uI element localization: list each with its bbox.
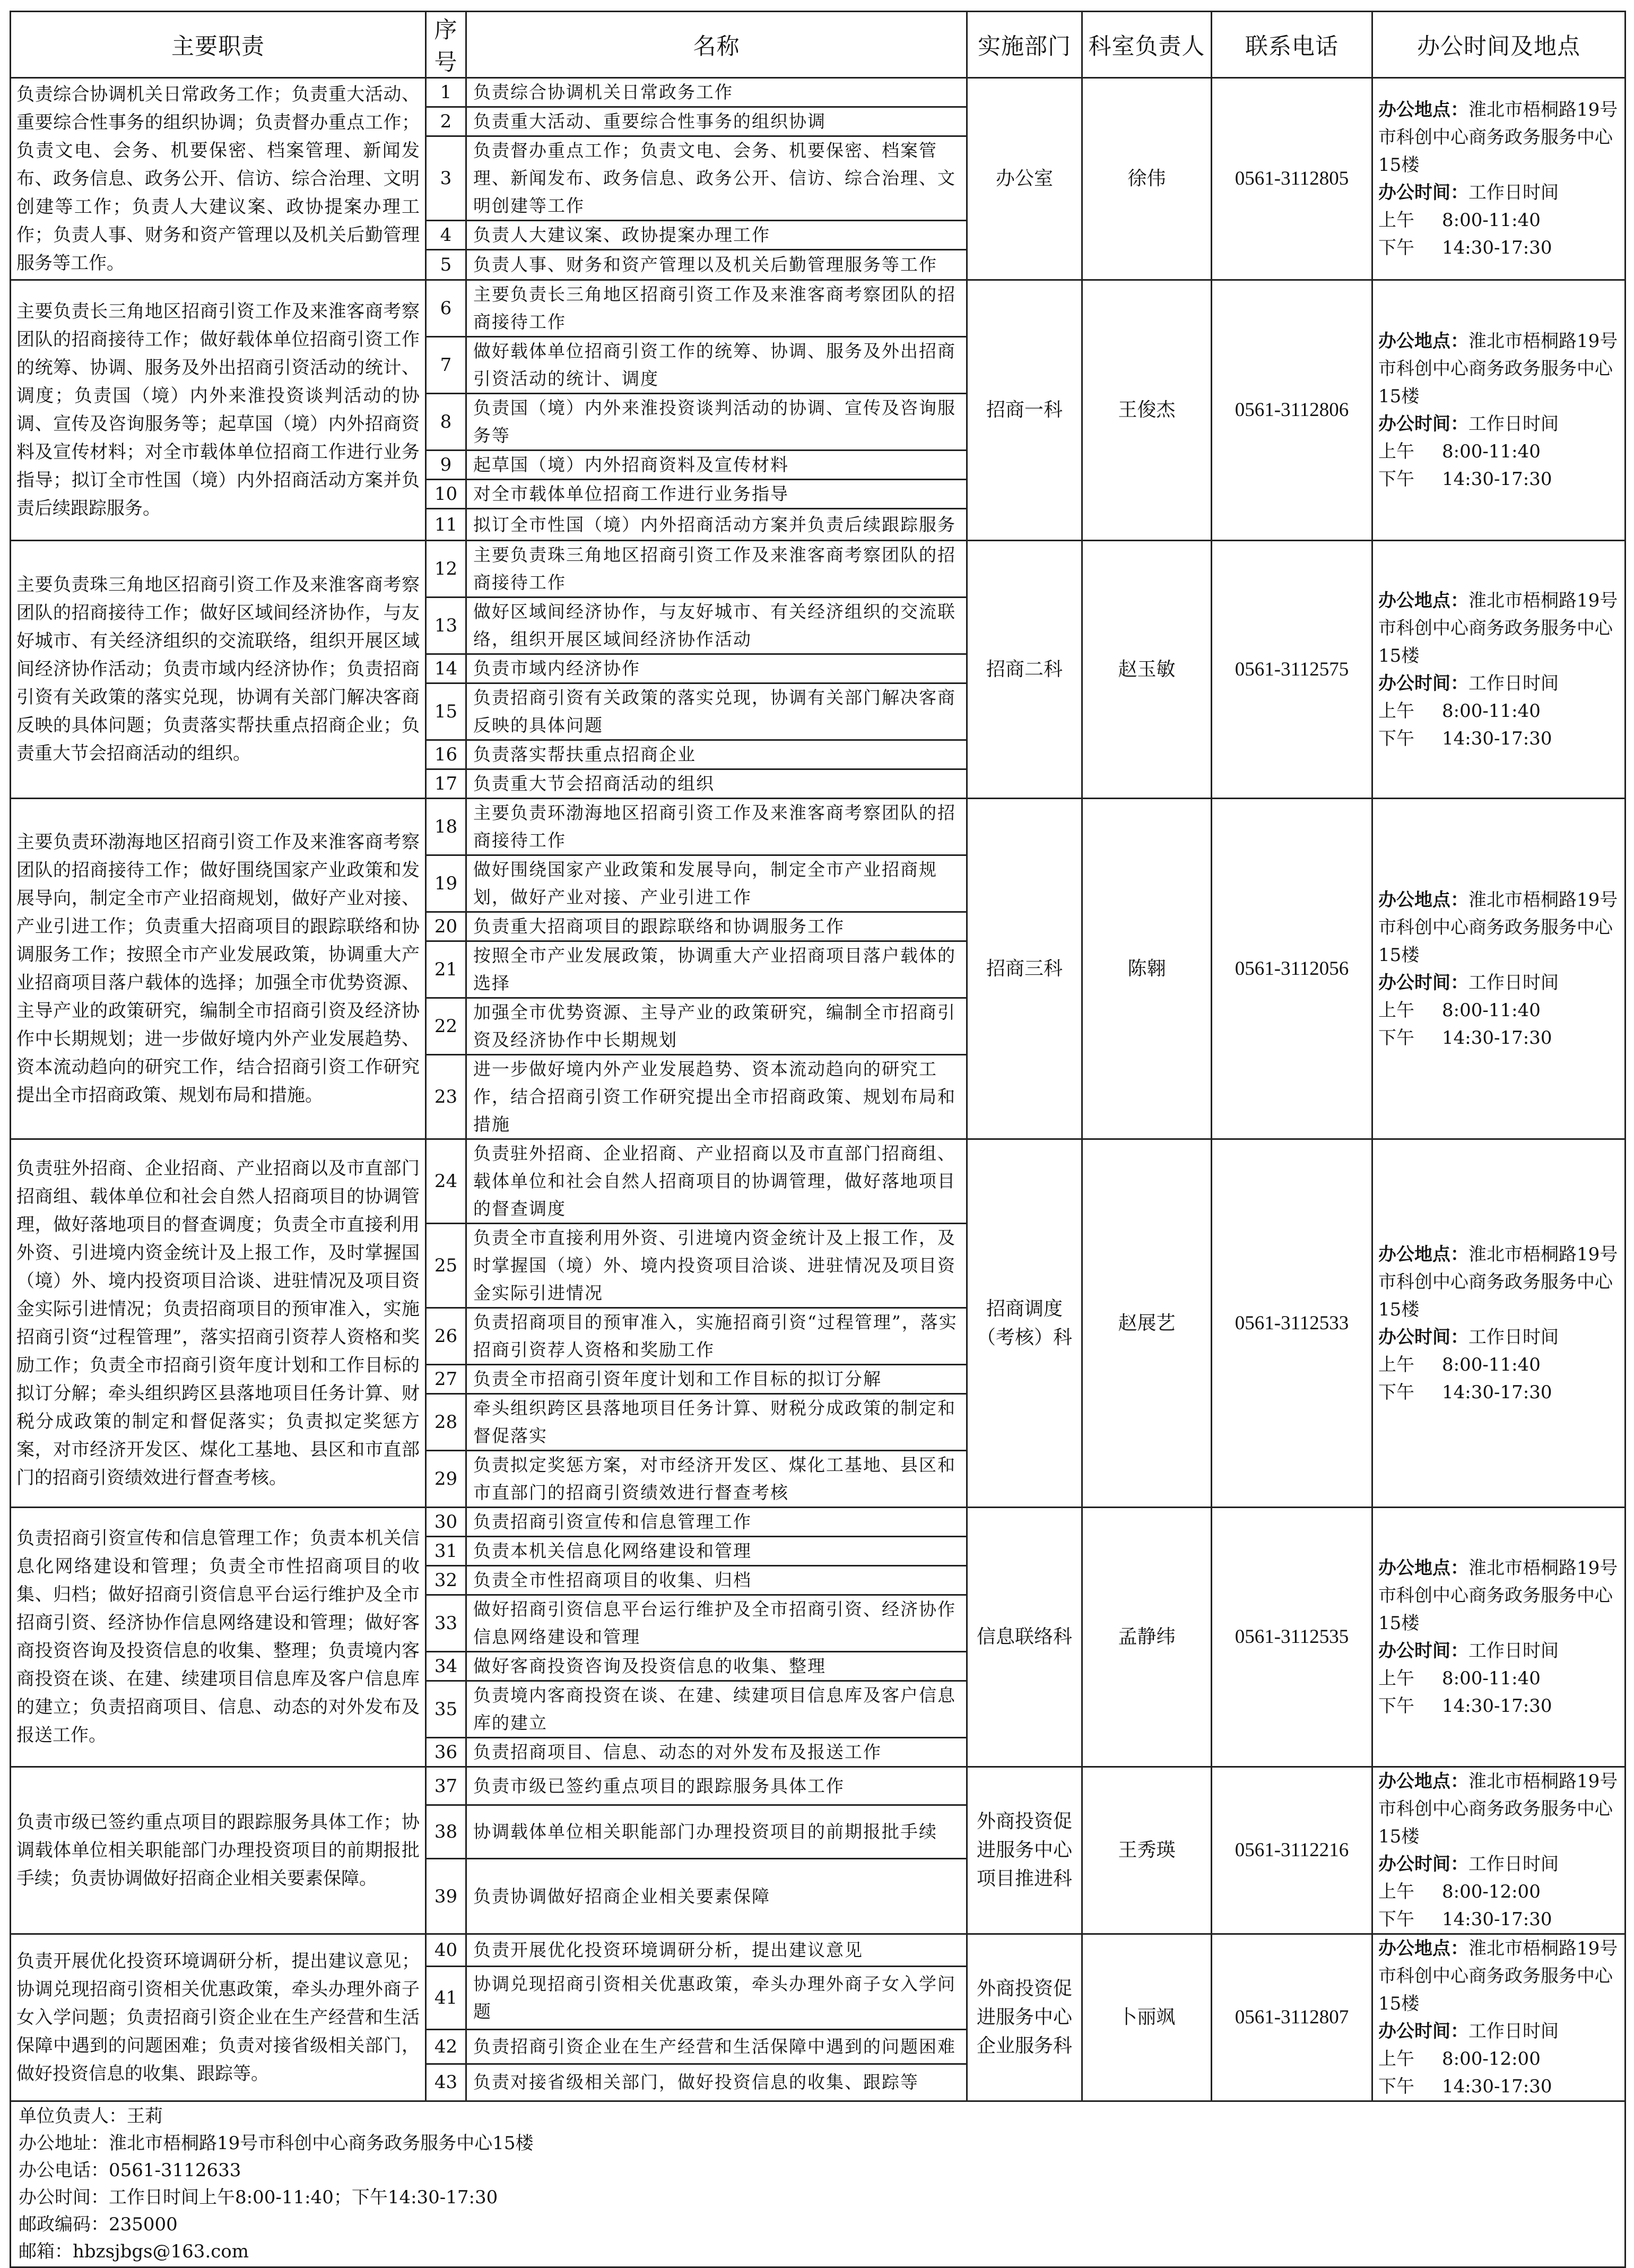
section-head: 孟静纬 — [1082, 1508, 1212, 1767]
office-time — [1378, 2018, 1620, 2045]
unit-email: 邮箱：hbzsjbgs@163.com — [19, 2241, 249, 2262]
task-name: 按照全市产业发展政策，协调重大产业招商项目落户载体的选择 — [466, 941, 967, 998]
header-name: 名称 — [466, 12, 967, 78]
task-number: 6 — [426, 280, 466, 337]
contact-phone: 0561-3112807 — [1212, 1934, 1372, 2101]
header-department: 实施部门 — [967, 12, 1082, 78]
task-number: 25 — [426, 1224, 466, 1308]
task-name: 负责本机关信息化网络建设和管理 — [466, 1537, 967, 1566]
unit-leader: 单位负责人：王莉 — [19, 2106, 163, 2127]
section-head: 赵展艺 — [1082, 1139, 1212, 1508]
task-name: 负责综合协调机关日常政务工作 — [466, 78, 967, 107]
task-number: 35 — [426, 1681, 466, 1738]
morning-label: 上午 — [1378, 441, 1414, 462]
contact-phone: 0561-3112805 — [1212, 78, 1372, 280]
office-place — [1378, 886, 1620, 969]
morning-hours: 8:00-11:40 — [1442, 1668, 1541, 1689]
afternoon-hours: 14:30-17:30 — [1442, 2076, 1552, 2097]
morning-label: 上午 — [1378, 999, 1414, 1021]
task-number: 18 — [426, 799, 466, 855]
office-place-label: 办公地点： — [1378, 331, 1468, 352]
task-name: 负责协调做好招商企业相关要素保障 — [466, 1859, 967, 1934]
task-number: 10 — [426, 480, 466, 509]
morning-hours: 8:00-11:40 — [1442, 210, 1541, 231]
section-head: 卜丽飒 — [1082, 1934, 1212, 2101]
table-row — [11, 1767, 1626, 1805]
department: 招商三科 — [967, 799, 1082, 1139]
office-place-label: 办公地点： — [1378, 1243, 1468, 1265]
office-time-value: 工作日时间 — [1468, 182, 1559, 203]
task-number: 22 — [426, 998, 466, 1055]
office-place — [1378, 96, 1620, 179]
office-time-value: 工作日时间 — [1468, 972, 1559, 993]
morning-hours: 8:00-12:00 — [1442, 1881, 1541, 1902]
office-afternoon — [1378, 234, 1620, 262]
task-name: 拟订全市性国（境）内外招商活动方案并负责后续跟踪服务 — [466, 509, 967, 541]
unit-phone: 办公电话：0561-3112633 — [19, 2160, 241, 2181]
task-name: 负责重大招商项目的跟踪联络和协调服务工作 — [466, 912, 967, 941]
office-place-label: 办公地点： — [1378, 1771, 1468, 1792]
office-place-label: 办公地点： — [1378, 99, 1468, 120]
office-time — [1378, 670, 1620, 697]
task-number: 27 — [426, 1365, 466, 1394]
task-name: 协调载体单位相关职能部门办理投资项目的前期报批手续 — [466, 1805, 967, 1859]
afternoon-hours: 14:30-17:30 — [1442, 469, 1552, 490]
office-time-label: 办公时间： — [1378, 1326, 1468, 1348]
task-name: 负责国（境）内外来淮投资谈判活动的协调、宣传及咨询服务等 — [466, 394, 967, 451]
morning-label: 上午 — [1378, 2048, 1414, 2070]
morning-hours: 8:00-11:40 — [1442, 700, 1541, 722]
task-name: 主要负责长三角地区招商引资工作及来淮客商考察团队的招商接待工作 — [466, 280, 967, 337]
task-name: 负责招商项目、信息、动态的对外发布及报送工作 — [466, 1738, 967, 1767]
office-time-value: 工作日时间 — [1468, 413, 1559, 435]
office-place — [1378, 1768, 1620, 1850]
task-name: 牵头组织跨区县落地项目任务计算、财税分成政策的制定和督促落实 — [466, 1394, 967, 1451]
duty-description: 主要负责长三角地区招商引资工作及来淮客商考察团队的招商接待工作；做好载体单位招商引资工作的统筹、协调、服务及外出招商引资活动的统计、调度；负责国（境）内外来淮投资谈判活动的协调、宣传及咨询服务等；起草国（境）内外招商资料及宣传材料；对全市载体单位招商工作进行业务指导；拟订全市性国（境）内外招商活动方案并负责后续跟踪服务。 — [11, 280, 426, 541]
task-name: 负责全市招商引资年度计划和工作目标的拟订分解 — [466, 1365, 967, 1394]
task-number: 28 — [426, 1394, 466, 1451]
task-number: 26 — [426, 1308, 466, 1365]
office-morning — [1378, 997, 1620, 1024]
section-head: 王秀瑛 — [1082, 1767, 1212, 1934]
office-morning — [1378, 438, 1620, 465]
task-name: 主要负责珠三角地区招商引资工作及来淮客商考察团队的招商接待工作 — [466, 541, 967, 598]
task-number: 15 — [426, 683, 466, 740]
task-number: 2 — [426, 107, 466, 136]
table-row — [11, 1139, 1626, 1224]
unit-address: 办公地址：淮北市梧桐路19号市科创中心商务政务服务中心15楼 — [19, 2133, 534, 2154]
task-number: 33 — [426, 1595, 466, 1652]
office-morning — [1378, 2045, 1620, 2073]
task-number: 9 — [426, 451, 466, 480]
task-name: 负责市级已签约重点项目的跟踪服务具体工作 — [466, 1767, 967, 1805]
department: 招商调度（考核）科 — [967, 1139, 1082, 1508]
afternoon-label: 下午 — [1378, 1909, 1414, 1930]
task-number: 16 — [426, 740, 466, 769]
morning-hours: 8:00-11:40 — [1442, 999, 1541, 1021]
task-number: 21 — [426, 941, 466, 998]
table-row — [11, 541, 1626, 598]
task-number: 8 — [426, 394, 466, 451]
department: 信息联络科 — [967, 1508, 1082, 1767]
task-number: 34 — [426, 1652, 466, 1681]
office-place — [1378, 587, 1620, 670]
task-name: 协调兑现招商引资相关优惠政策，牵头办理外商子女入学问题 — [466, 1967, 967, 2030]
afternoon-label: 下午 — [1378, 469, 1414, 490]
office-afternoon — [1378, 1379, 1620, 1406]
task-number: 41 — [426, 1967, 466, 2030]
task-name: 做好围绕国家产业政策和发展导向，制定全市产业招商规划，做好产业对接、产业引进工作 — [466, 855, 967, 912]
office-place-label: 办公地点： — [1378, 1938, 1468, 1959]
task-name: 负责对接省级相关部门，做好投资信息的收集、跟踪等 — [466, 2064, 967, 2101]
task-name: 负责全市性招商项目的收集、归档 — [466, 1566, 967, 1595]
morning-hours: 8:00-11:40 — [1442, 1354, 1541, 1375]
department: 外商投资促进服务中心企业服务科 — [967, 1934, 1082, 2101]
task-name: 负责招商引资企业在生产经营和生活保障中遇到的问题困难 — [466, 2030, 967, 2064]
office-place-value: 淮北市梧桐路19号市科创中心商务政务服务中心15楼 — [1378, 1938, 1618, 2014]
office-time-label: 办公时间： — [1378, 413, 1468, 435]
header-section-head: 科室负责人 — [1082, 12, 1212, 78]
afternoon-label: 下午 — [1378, 1695, 1414, 1717]
task-name: 负责重大节会招商活动的组织 — [466, 769, 967, 799]
task-name: 负责重大活动、重要综合性事务的组织协调 — [466, 107, 967, 136]
office-hours-location — [1372, 1934, 1626, 2101]
table-body — [11, 78, 1626, 2101]
morning-hours: 8:00-12:00 — [1442, 2048, 1541, 2070]
morning-label: 上午 — [1378, 210, 1414, 231]
office-afternoon — [1378, 1906, 1620, 1933]
task-name: 负责开展优化投资环境调研分析，提出建议意见 — [466, 1934, 967, 1967]
office-hours-location — [1372, 78, 1626, 280]
task-number: 20 — [426, 912, 466, 941]
task-name: 做好招商引资信息平台运行维护及全市招商引资、经济协作信息网络建设和管理 — [466, 1595, 967, 1652]
office-hours-location — [1372, 799, 1626, 1139]
office-place-label: 办公地点： — [1378, 1557, 1468, 1579]
afternoon-hours: 14:30-17:30 — [1442, 1027, 1552, 1049]
office-time — [1378, 410, 1620, 438]
office-hours-location — [1372, 1139, 1626, 1508]
duty-description: 主要负责珠三角地区招商引资工作及来淮客商考察团队的招商接待工作；做好区域间经济协作，与友好城市、有关经济组织的交流联络，组织开展区域间经济协作活动；负责市域内经济协作；负责招商引资有关政策的落实兑现，协调有关部门解决客商反映的具体问题；负责落实帮扶重点招商企业；负责重大节会招商活动的组织。 — [11, 541, 426, 799]
task-number: 30 — [426, 1508, 466, 1537]
task-name: 负责全市直接利用外资、引进境内资金统计及上报工作，及时掌握国（境）外、境内投资项目洽谈、进驻情况及项目资金实际引进情况 — [466, 1224, 967, 1308]
afternoon-hours: 14:30-17:30 — [1442, 1695, 1552, 1717]
office-time-value: 工作日时间 — [1468, 2021, 1559, 2042]
task-name: 负责招商引资有关政策的落实兑现，协调有关部门解决客商反映的具体问题 — [466, 683, 967, 740]
office-time — [1378, 1323, 1620, 1351]
office-place-value: 淮北市梧桐路19号市科创中心商务政务服务中心15楼 — [1378, 889, 1618, 966]
task-name: 做好载体单位招商引资工作的统筹、协调、服务及外出招商引资活动的统计、调度 — [466, 337, 967, 394]
department: 外商投资促进服务中心项目推进科 — [967, 1767, 1082, 1934]
footer-row — [11, 2101, 1626, 2267]
contact-phone: 0561-3112056 — [1212, 799, 1372, 1139]
task-number: 31 — [426, 1537, 466, 1566]
contact-phone: 0561-3112533 — [1212, 1139, 1372, 1508]
office-place-label: 办公地点： — [1378, 889, 1468, 911]
task-name: 负责拟定奖惩方案，对市经济开发区、煤化工基地、县区和市直部门的招商引资绩效进行督查考核 — [466, 1451, 967, 1508]
afternoon-label: 下午 — [1378, 728, 1414, 749]
task-name: 负责人大建议案、政协提案办理工作 — [466, 221, 967, 250]
office-place-value: 淮北市梧桐路19号市科创中心商务政务服务中心15楼 — [1378, 331, 1618, 407]
office-place-value: 淮北市梧桐路19号市科创中心商务政务服务中心15楼 — [1378, 1557, 1618, 1634]
office-place — [1378, 1554, 1620, 1637]
task-name: 主要负责环渤海地区招商引资工作及来淮客商考察团队的招商接待工作 — [466, 799, 967, 855]
unit-hours: 办公时间：工作日时间上午8:00-11:40；下午14:30-17:30 — [19, 2187, 498, 2208]
header-row — [11, 12, 1626, 78]
duty-description: 负责驻外招商、企业招商、产业招商以及市直部门招商组、载体单位和社会自然人招商项目的协调管理，做好落地项目的督查调度；负责全市直接利用外资、引进境内资金统计及上报工作，及时掌握国（境）外、境内投资项目洽谈、进驻情况及项目资金实际引进情况；负责招商项目的预审准入，实施招商引资“过程管理”，落实招商引资荐人资格和奖励工作；负责全市招商引资年度计划和工作目标的拟订分解；牵头组织跨区县落地项目任务计算、财税分成政策的制定和督促落实；负责拟定奖惩方案，对市经济开发区、煤化工基地、县区和市直部门的招商引资绩效进行督查考核。 — [11, 1139, 426, 1508]
department: 招商一科 — [967, 280, 1082, 541]
office-morning — [1378, 206, 1620, 234]
task-number: 5 — [426, 250, 466, 280]
header-office-hours: 办公时间及地点 — [1372, 12, 1626, 78]
task-name: 负责驻外招商、企业招商、产业招商以及市直部门招商组、载体单位和社会自然人招商项目的协调管理，做好落地项目的督查调度 — [466, 1139, 967, 1224]
table-row — [11, 280, 1626, 337]
office-time-label: 办公时间： — [1378, 972, 1468, 993]
office-time — [1378, 969, 1620, 997]
task-number: 36 — [426, 1738, 466, 1767]
afternoon-label: 下午 — [1378, 1381, 1414, 1403]
office-time-label: 办公时间： — [1378, 1640, 1468, 1661]
task-number: 12 — [426, 541, 466, 598]
task-name: 负责招商引资宣传和信息管理工作 — [466, 1508, 967, 1537]
office-place-value: 淮北市梧桐路19号市科创中心商务政务服务中心15楼 — [1378, 1771, 1618, 1847]
header-phone: 联系电话 — [1212, 12, 1372, 78]
task-number: 40 — [426, 1934, 466, 1967]
office-hours-location — [1372, 1508, 1626, 1767]
office-afternoon — [1378, 465, 1620, 493]
table-row — [11, 78, 1626, 107]
task-number: 11 — [426, 509, 466, 541]
office-morning — [1378, 697, 1620, 725]
contact-phone: 0561-3112806 — [1212, 280, 1372, 541]
department: 办公室 — [967, 78, 1082, 280]
office-time-label: 办公时间： — [1378, 672, 1468, 694]
afternoon-hours: 14:30-17:30 — [1442, 728, 1552, 749]
task-number: 23 — [426, 1055, 466, 1139]
morning-label: 上午 — [1378, 1668, 1414, 1689]
unit-info — [11, 2101, 1626, 2267]
office-morning — [1378, 1351, 1620, 1379]
duty-description: 主要负责环渤海地区招商引资工作及来淮客商考察团队的招商接待工作；做好围绕国家产业政策和发展导向，制定全市产业招商规划，做好产业对接、产业引进工作；负责重大招商项目的跟踪联络和协调服务工作；按照全市产业发展政策，协调重大产业招商项目落户载体的选择；加强全市优势资源、主导产业的政策研究，编制全市招商引资及经济协作中长期规划；进一步做好境内外产业发展趋势、资本流动趋向的研究工作，结合招商引资工作研究提出全市招商政策、规划布局和措施。 — [11, 799, 426, 1139]
task-name: 做好区域间经济协作，与友好城市、有关经济组织的交流联络，组织开展区域间经济协作活动 — [466, 598, 967, 654]
header-duty: 主要职责 — [11, 12, 426, 78]
task-name: 起草国（境）内外招商资料及宣传材料 — [466, 451, 967, 480]
task-name: 负责督办重点工作；负责文电、会务、机要保密、档案管理、新闻发布、政务信息、政务公开、信访、综合治理、文明创建等工作 — [466, 136, 967, 221]
office-afternoon — [1378, 1692, 1620, 1720]
task-number: 38 — [426, 1805, 466, 1859]
office-afternoon — [1378, 725, 1620, 752]
contact-phone: 0561-3112575 — [1212, 541, 1372, 799]
task-name: 负责落实帮扶重点招商企业 — [466, 740, 967, 769]
afternoon-label: 下午 — [1378, 1027, 1414, 1049]
morning-label: 上午 — [1378, 700, 1414, 722]
section-head: 赵玉敏 — [1082, 541, 1212, 799]
office-time — [1378, 1637, 1620, 1665]
office-time-label: 办公时间： — [1378, 182, 1468, 203]
office-afternoon — [1378, 1024, 1620, 1052]
task-name: 加强全市优势资源、主导产业的政策研究，编制全市招商引资及经济协作中长期规划 — [466, 998, 967, 1055]
duty-description: 负责开展优化投资环境调研分析，提出建议意见；协调兑现招商引资相关优惠政策，牵头办理外商子女入学问题；负责招商引资企业在生产经营和生活保障中遇到的问题困难；负责对接省级相关部门，做好投资信息的收集、跟踪等。 — [11, 1934, 426, 2101]
office-place — [1378, 327, 1620, 410]
task-number: 24 — [426, 1139, 466, 1224]
office-place-label: 办公地点： — [1378, 590, 1468, 611]
task-name: 对全市载体单位招商工作进行业务指导 — [466, 480, 967, 509]
afternoon-hours: 14:30-17:30 — [1442, 1909, 1552, 1930]
task-name: 进一步做好境内外产业发展趋势、资本流动趋向的研究工作，结合招商引资工作研究提出全市招商政策、规划布局和措施 — [466, 1055, 967, 1139]
duty-description: 负责市级已签约重点项目的跟踪服务具体工作；协调载体单位相关职能部门办理投资项目的前期报批手续；负责协调做好招商企业相关要素保障。 — [11, 1767, 426, 1934]
morning-hours: 8:00-11:40 — [1442, 441, 1541, 462]
office-hours-location — [1372, 541, 1626, 799]
office-time — [1378, 1850, 1620, 1878]
task-name: 做好客商投资咨询及投资信息的收集、整理 — [466, 1652, 967, 1681]
office-place-value: 淮北市梧桐路19号市科创中心商务政务服务中心15楼 — [1378, 1243, 1618, 1320]
office-time-value: 工作日时间 — [1468, 672, 1559, 694]
task-number: 17 — [426, 769, 466, 799]
afternoon-hours: 14:30-17:30 — [1442, 237, 1552, 258]
office-time-label: 办公时间： — [1378, 2021, 1468, 2042]
duty-table — [10, 11, 1626, 2268]
office-time-value: 工作日时间 — [1468, 1326, 1559, 1348]
afternoon-label: 下午 — [1378, 237, 1414, 258]
morning-label: 上午 — [1378, 1881, 1414, 1902]
office-place — [1378, 1241, 1620, 1323]
morning-label: 上午 — [1378, 1354, 1414, 1375]
table-row — [11, 799, 1626, 855]
office-place-value: 淮北市梧桐路19号市科创中心商务政务服务中心15楼 — [1378, 99, 1618, 176]
office-place-value: 淮北市梧桐路19号市科创中心商务政务服务中心15楼 — [1378, 590, 1618, 666]
task-number: 19 — [426, 855, 466, 912]
task-number: 13 — [426, 598, 466, 654]
task-number: 3 — [426, 136, 466, 221]
task-name: 负责人事、财务和资产管理以及机关后勤管理服务等工作 — [466, 250, 967, 280]
task-number: 1 — [426, 78, 466, 107]
task-number: 14 — [426, 654, 466, 683]
table-row — [11, 1934, 1626, 1967]
contact-phone: 0561-3112216 — [1212, 1767, 1372, 1934]
duty-description: 负责招商引资宣传和信息管理工作；负责本机关信息化网络建设和管理；负责全市性招商项目的收集、归档；做好招商引资信息平台运行维护及全市招商引资、经济协作信息网络建设和管理；做好客商投资咨询及投资信息的收集、整理；负责境内客商投资在谈、在建、续建项目信息库及客户信息库的建立；负责招商项目、信息、动态的对外发布及报送工作。 — [11, 1508, 426, 1767]
task-number: 32 — [426, 1566, 466, 1595]
afternoon-hours: 14:30-17:30 — [1442, 1381, 1552, 1403]
header-number: 序号 — [426, 12, 466, 78]
office-hours-location — [1372, 280, 1626, 541]
office-place — [1378, 1935, 1620, 2018]
task-number: 4 — [426, 221, 466, 250]
task-name: 负责市域内经济协作 — [466, 654, 967, 683]
office-time-value: 工作日时间 — [1468, 1640, 1559, 1661]
office-hours-location — [1372, 1767, 1626, 1934]
task-number: 37 — [426, 1767, 466, 1805]
office-afternoon — [1378, 2073, 1620, 2100]
office-time-value: 工作日时间 — [1468, 1854, 1559, 1875]
task-number: 43 — [426, 2064, 466, 2101]
task-number: 42 — [426, 2030, 466, 2064]
section-head: 王俊杰 — [1082, 280, 1212, 541]
table-row — [11, 1508, 1626, 1537]
department: 招商二科 — [967, 541, 1082, 799]
office-time-label: 办公时间： — [1378, 1854, 1468, 1875]
afternoon-label: 下午 — [1378, 2076, 1414, 2097]
office-morning — [1378, 1665, 1620, 1692]
contact-phone: 0561-3112535 — [1212, 1508, 1372, 1767]
office-morning — [1378, 1878, 1620, 1906]
task-number: 39 — [426, 1859, 466, 1934]
task-name: 负责招商项目的预审准入，实施招商引资“过程管理”，落实招商引资荐人资格和奖励工作 — [466, 1308, 967, 1365]
section-head: 徐伟 — [1082, 78, 1212, 280]
task-number: 29 — [426, 1451, 466, 1508]
section-head: 陈翱 — [1082, 799, 1212, 1139]
task-number: 7 — [426, 337, 466, 394]
task-name: 负责境内客商投资在谈、在建、续建项目信息库及客户信息库的建立 — [466, 1681, 967, 1738]
unit-postcode: 邮政编码：235000 — [19, 2214, 178, 2235]
office-time — [1378, 179, 1620, 206]
duty-description: 负责综合协调机关日常政务工作；负责重大活动、重要综合性事务的组织协调；负责督办重点工作；负责文电、会务、机要保密、档案管理、新闻发布、政务信息、政务公开、信访、综合治理、文明创建等工作；负责人大建议案、政协提案办理工作；负责人事、财务和资产管理以及机关后勤管理服务等工作。 — [11, 78, 426, 280]
